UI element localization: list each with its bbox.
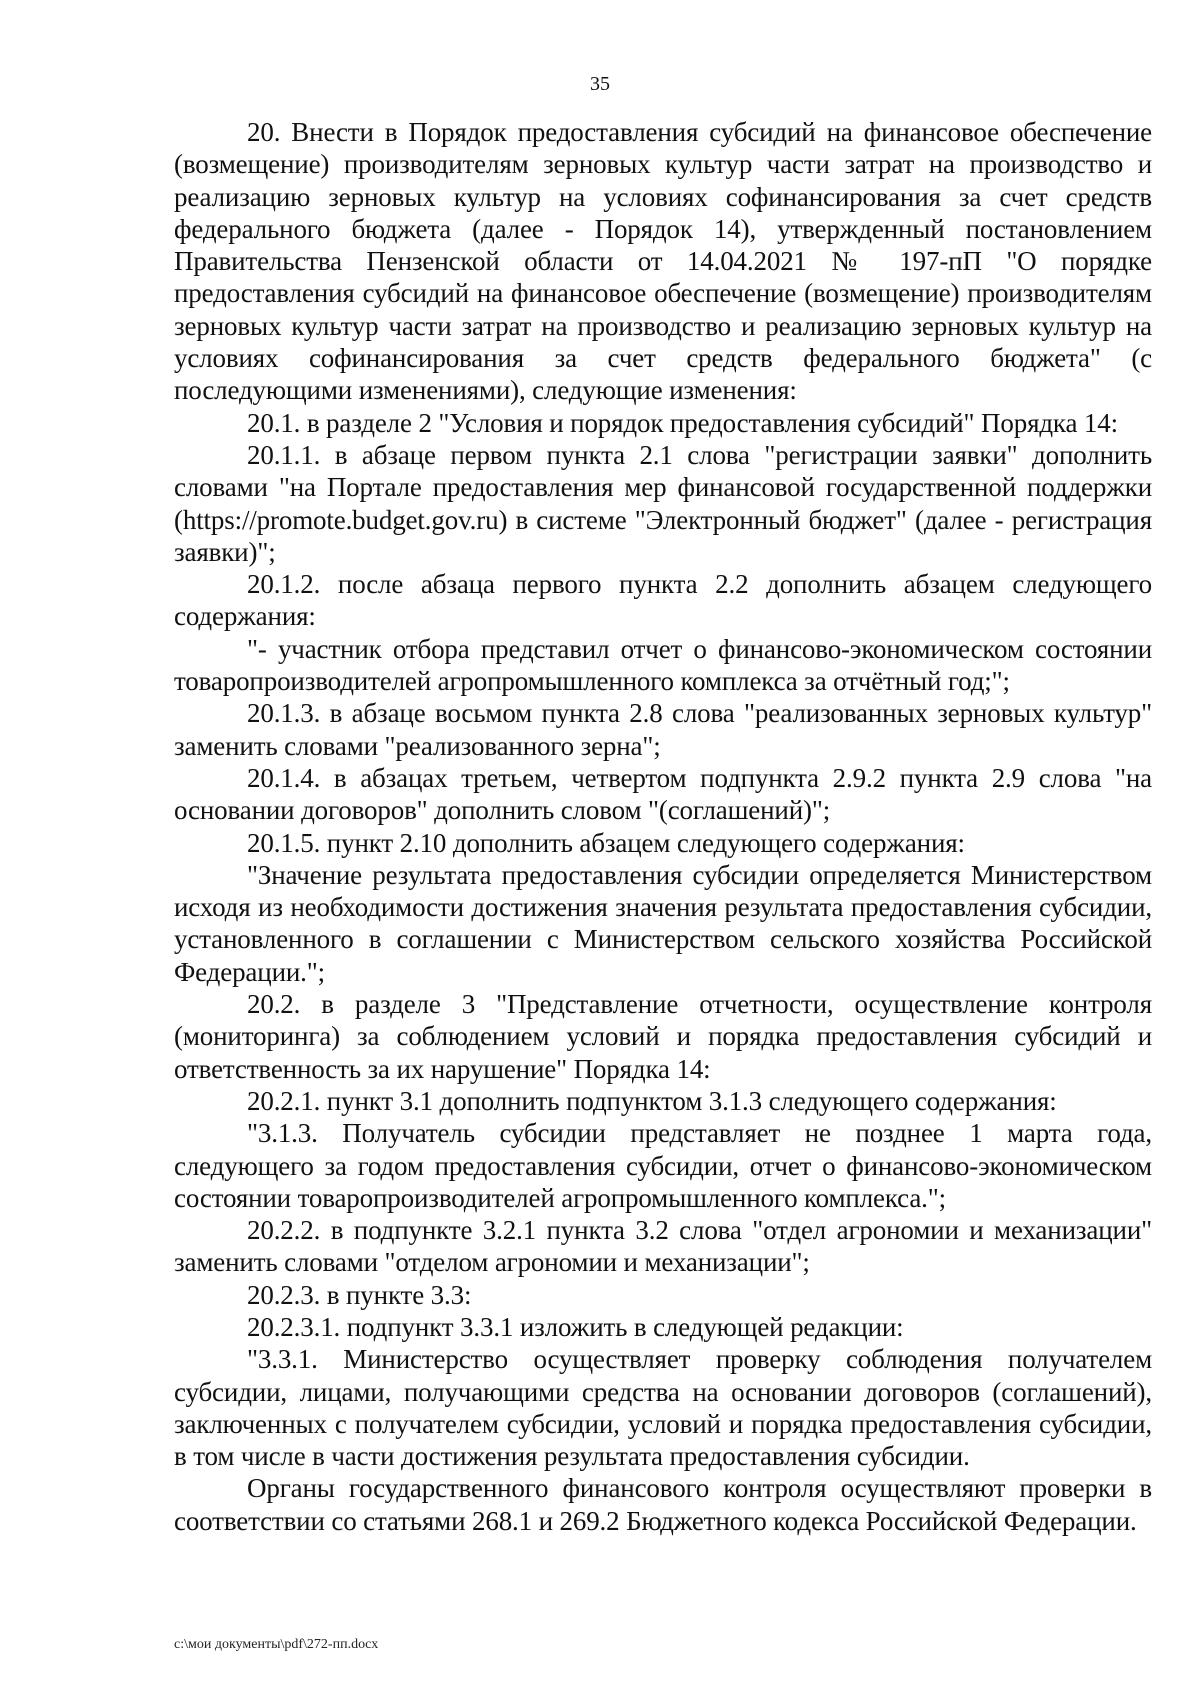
paragraph-20-1-5-quote: "Значение результата предоставления субсидии определяется Министерством исходя из необходимости достижения значения результата предоставления субсидии, установленного в соглашении с Министерством сельского хозяйства Российской Федерации.";: [174, 859, 1152, 987]
paragraph-20-2-3-1: 20.2.3.1. подпункт 3.3.1 изложить в следующей редакции:: [247, 1311, 904, 1342]
paragraph-20: 20. Внести в Порядок предоставления субсидий на финансовое обеспечение (возмещение) производителям зерновых культур части затрат на производство и реализацию зерновых культур на условиях софинансирования за счет средств федерального бюджета (далее - Порядок 14), утвержденный постановлением Правительства Пензенской области от 14.04.2021 № 197-пП "О порядке предоставления субсидий на финансовое обеспечение (возмещение) производителям зерновых культур части затрат на производство и реализацию зерновых культур на условиях софинансирования за счет средств федерального бюджета" (с последующими изменениями), следующие изменения:: [174, 117, 1152, 406]
paragraph-20-2-2: 20.2.2. в подпункте 3.2.1 пункта 3.2 слова "отдел агрономии и механизации" заменить словами "отделом агрономии и механизации";: [174, 1215, 1152, 1278]
paragraph-20-1-4: 20.1.4. в абзацах третьем, четвертом подпункта 2.9.2 пункта 2.9 слова "на основании договоров" дополнить словом "(соглашений)";: [174, 762, 1152, 826]
paragraph-20-1-5: 20.1.5. пункт 2.10 дополнить абзацем следующего содержания:: [247, 827, 965, 858]
paragraph-20-2: 20.2. в разделе 3 "Представление отчетности, осуществление контроля (мониторинга) за соблюдением условий и порядка предоставления субсидий и ответственность за их нарушение" Порядка 14:: [174, 989, 1152, 1084]
page-number: 35: [590, 73, 610, 95]
paragraph-20-2-1-quote: "3.1.3. Получатель субсидии представляет не позднее 1 марта года, следующего за годом предоставления субсидии, отчет о финансово-экономическом состоянии товаропроизводителей агропромышленного комплекса.";: [174, 1118, 1152, 1213]
paragraph-20-2-1: 20.2.1. пункт 3.1 дополнить подпунктом 3.1.3 следующего содержания:: [247, 1085, 1057, 1116]
paragraph-financial-control: Органы государственного финансового контроля осуществляют проверки в соответствии со статьями 268.1 и 269.2 Бюджетного кодекса Российской Федерации.: [174, 1473, 1152, 1536]
paragraph-20-1-1: 20.1.1. в абзаце первом пункта 2.1 слова "регистрации заявки" дополнить словами "на Портале предоставления мер финансовой государственной поддержки (https://promote.budget.gov.ru) в системе "Электронный бюджет" (далее - регистрация заявки)";: [174, 439, 1152, 567]
paragraph-20-1-3: 20.1.3. в абзаце восьмом пункта 2.8 слова "реализованных зерновых культур" заменить словами "реализованного зерна";: [174, 698, 1152, 761]
paragraph-20-1-2: 20.1.2. после абзаца первого пункта 2.2 дополнить абзацем следующего содержания:: [174, 569, 1152, 632]
document-body: [174, 116, 1152, 1537]
paragraph-20-1: 20.1. в разделе 2 "Условия и порядок предоставления субсидий" Порядка 14:: [247, 407, 1118, 438]
footer-file-path: c:\мои документы\pdf\272-пп.docx: [174, 1637, 379, 1652]
paragraph-3-3-1-quote: "3.3.1. Министерство осуществляет проверку соблюдения получателем субсидии, лицами, получающими средства на основании договоров (соглашений), заключенных с получателем субсидии, условий и порядка предоставления субсидии, в том числе в части достижения результата предоставления субсидии.: [174, 1344, 1152, 1472]
paragraph-20-2-3: 20.2.3. в пункте 3.3:: [247, 1279, 472, 1310]
paragraph-20-1-2-quote: "- участник отбора представил отчет о финансово-экономическом состоянии товаропроизводителей агропромышленного комплекса за отчётный год;";: [174, 633, 1152, 697]
